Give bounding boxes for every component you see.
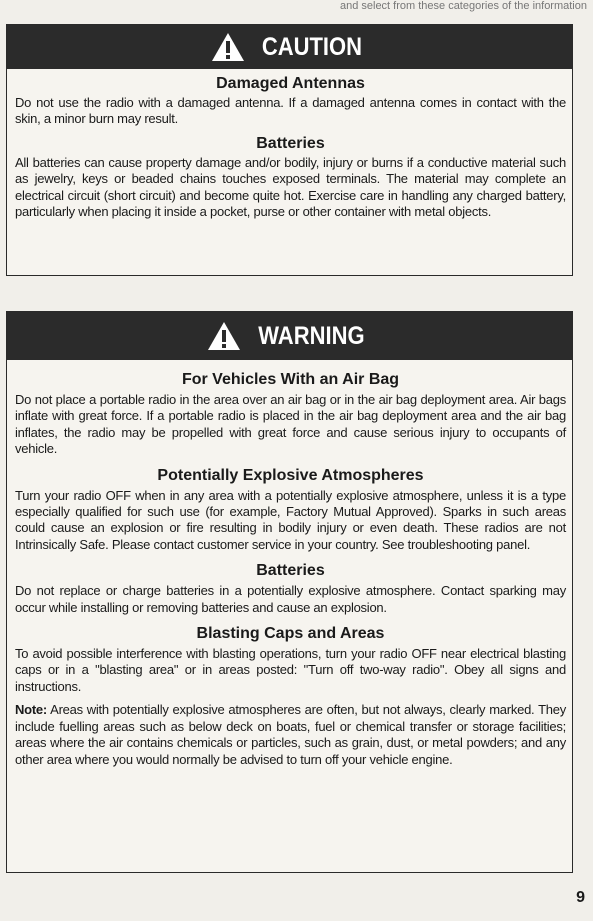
note-label: Note:	[15, 702, 47, 718]
warning-title: WARNING	[258, 321, 365, 350]
section-heading-explosive-atmospheres: Potentially Explosive Atmospheres	[157, 466, 424, 484]
caution-content	[7, 69, 572, 220]
section-heading-air-bag: For Vehicles With an Air Bag	[181, 371, 400, 388]
section-text-air-bag: Do not place a portable radio in the area over an air bag or in the air bag deployment area. Air bags inflate with great force. If a portable radio is placed in the air bag deployment area and the air bag inflates, the radio may be propelled with great force and cause serious injury to occupants of vehicle.	[15, 392, 566, 457]
section-text-explosive-atmospheres: Turn your radio OFF when in any area with a potentially explosive atmosphere, unless it is a type especially qualified for such use (for example, Factory Mutual Approved). Sparks in such areas could cause an explosion or fire resulting in bodily injury or even death. These radios are not Intrinsically Safe. Please contact customer service in your country. See troubleshooting panel.	[15, 487, 566, 552]
page-number: 9	[576, 889, 585, 906]
warning-triangle-icon	[207, 321, 241, 351]
section-text-batteries: All batteries can cause property damage and/or bodily, injury or burns if a conductive material such as jewelry, keys or beaded chains touches exposed terminals. The material may complete an electrical circuit (short circuit) and become quite hot. Exercise care in handling any charged battery, particularly when placing it inside a pocket, purse or other container with metal objects.	[15, 154, 566, 220]
warning-banner	[7, 312, 572, 360]
section-heading-damaged-antennas: Damaged Antennas	[216, 75, 365, 92]
section-heading-batteries-warning: Batteries	[256, 562, 325, 580]
caution-banner	[7, 25, 572, 69]
previous-page-fragment: and select from these categories of the information	[339, 0, 587, 12]
note-paragraph	[15, 702, 566, 768]
note-text: Areas with potentially explosive atmospheres are often, but not always, clearly marked. They include fuelling areas such as below deck on boats, fuel or chemical transfer or storage facilities; areas where the air contains chemicals or particles, such as grain, dust, or metal powders; and any other area where you would normally be advised to turn off your vehicle engine.	[15, 702, 566, 767]
warning-box	[6, 311, 573, 873]
section-text-damaged-antennas: Do not use the radio with a damaged antenna. If a damaged antenna comes in contact with the skin, a minor burn may result.	[15, 95, 566, 127]
caution-title: CAUTION	[261, 32, 362, 61]
section-text-blasting-caps: To avoid possible interference with blasting operations, turn your radio OFF near electrical blasting caps or in a "blasting area" or in areas posted: "Turn off two-way radio". Obey all signs and instructions.	[15, 646, 566, 694]
warning-triangle-icon	[211, 32, 245, 62]
section-text-batteries-warning: Do not replace or charge batteries in a potentially explosive atmosphere. Contact sparking may occur while installing or removing batteries and cause an explosion.	[15, 583, 566, 615]
section-heading-batteries: Batteries	[256, 134, 325, 152]
warning-content	[7, 360, 572, 768]
caution-box	[6, 24, 573, 276]
section-heading-blasting-caps: Blasting Caps and Areas	[196, 625, 385, 643]
